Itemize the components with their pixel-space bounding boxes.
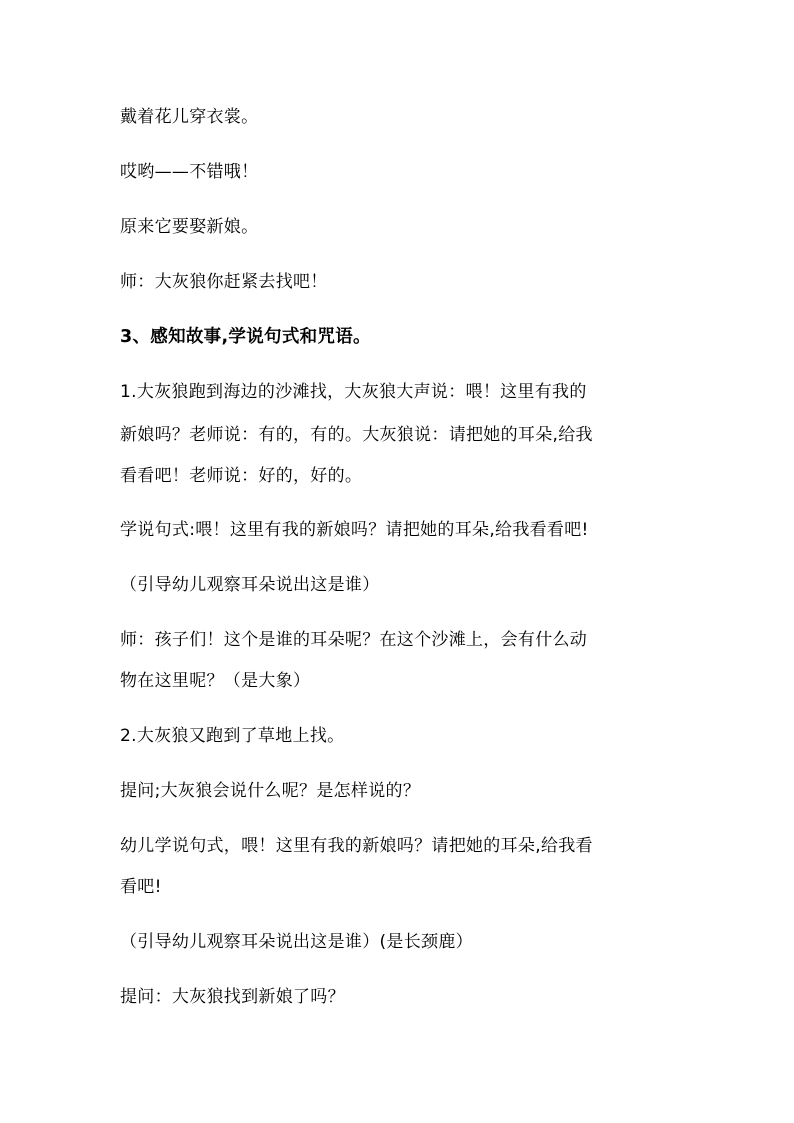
- text-line: 新娘吗？老师说：有的，有的。大灰狼说：请把她的耳朵,给我: [120, 425, 593, 445]
- text-line: 提问：大灰狼找到新娘了吗？: [120, 987, 345, 1007]
- text-line: 提问;大灰狼会说什么呢？是怎样说的？: [120, 781, 421, 801]
- text-line: 原来它要娶新娘。: [120, 217, 259, 237]
- text-line: 看看吧！老师说：好的，好的。: [120, 466, 363, 486]
- section-heading: 3、感知故事,学说句式和咒语。: [120, 327, 371, 347]
- text-line: 师：孩子们！这个是谁的耳朵呢？在这个沙滩上，会有什么动: [120, 630, 588, 650]
- text-line: 师：大灰狼你赶紧去找吧！: [120, 272, 328, 292]
- text-line: 物在这里呢？（是大象）: [120, 671, 311, 691]
- text-line: 戴着花儿穿衣裳。: [120, 107, 259, 127]
- text-line: 哎哟——不错哦！: [120, 162, 259, 182]
- text-line: 看吧!: [120, 877, 162, 897]
- text-line: 学说句式:喂！这里有我的新娘吗？请把她的耳朵,给我看看吧!: [120, 520, 589, 540]
- text-line: （引导幼儿观察耳朵说出这是谁）(是长颈鹿）: [120, 932, 473, 952]
- text-line: （引导幼儿观察耳朵说出这是谁）: [120, 575, 380, 595]
- text-line: 幼儿学说句式，喂！这里有我的新娘吗？请把她的耳朵,给我看: [120, 836, 593, 856]
- text-line: 1.大灰狼跑到海边的沙滩找，大灰狼大声说：喂！这里有我的: [120, 382, 587, 402]
- text-line: 2.大灰狼又跑到了草地上找。: [120, 726, 345, 746]
